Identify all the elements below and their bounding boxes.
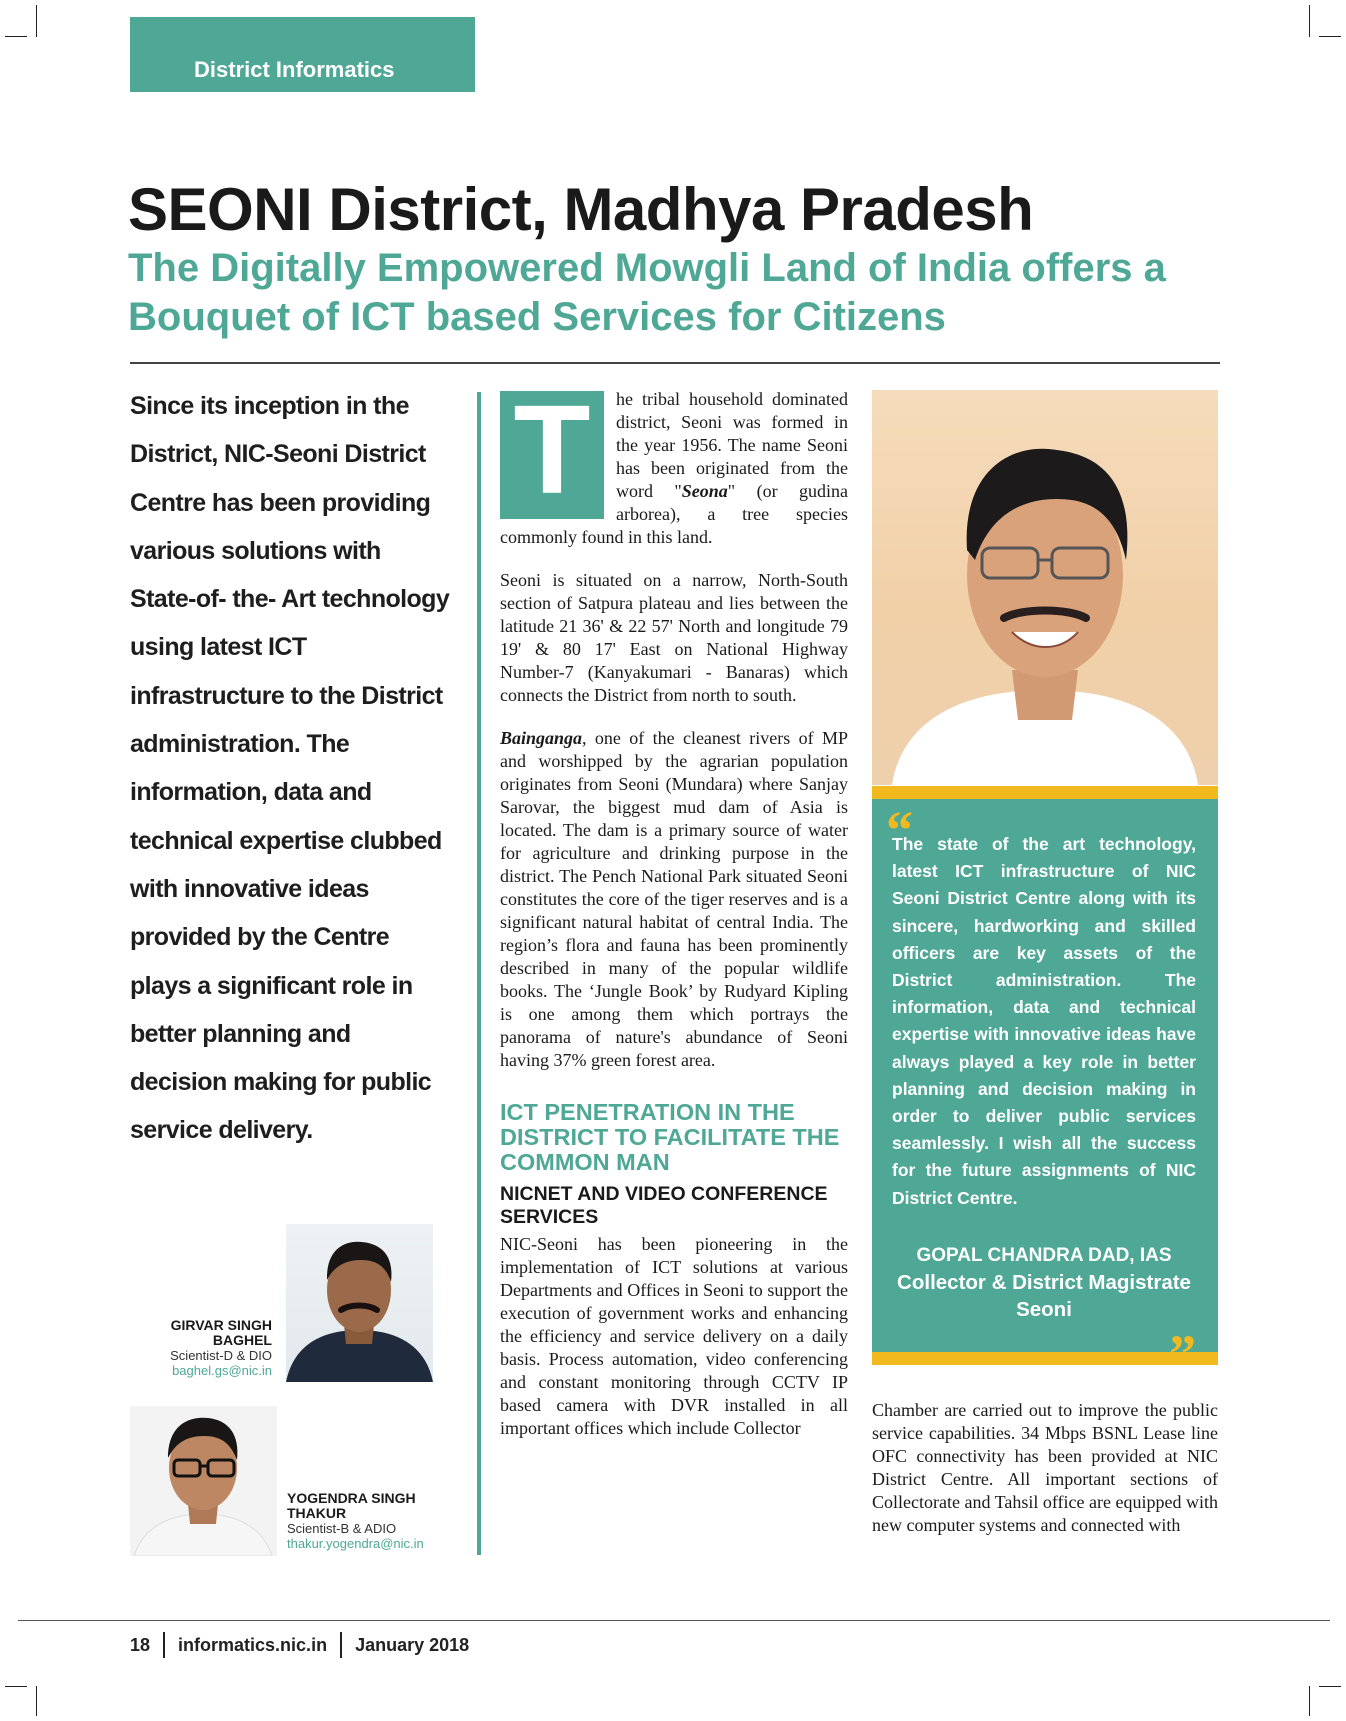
quote-top-bar	[872, 786, 1218, 799]
footer-divider	[18, 1620, 1330, 1621]
article-text: " (or gudina arborea), a tree species commonly found in this land.	[500, 481, 848, 547]
crop-mark	[36, 1686, 37, 1716]
author-name: GIRVAR SINGH BAGHEL	[170, 1317, 272, 1348]
article-emphasis: Bainganga	[500, 728, 583, 748]
footer-issue-date: January 2018	[355, 1634, 470, 1655]
article-paragraph-1	[500, 379, 848, 549]
crop-mark	[5, 36, 27, 37]
quote-author-name: GOPAL CHANDRA DAD, IAS	[916, 1244, 1172, 1266]
lead-paragraph: Since its inception in the District, NIC-Seoni District Centre has been providing various solutions with State-of- the- Art technology using latest ICT infrastructure to the District administration. The information, data and technical expertise clubbed with innovative ideas provided by the Centre plays a significant role in better planning and decision making for public service delivery.	[130, 392, 450, 1145]
article-paragraph-4: NIC-Seoni has been pioneering in the implementation of ICT solutions at various Departments and Offices in Seoni to support the execution of government works and enhancing the efficiency and service delivery on a daily basis. Process automation, video conferencing and constant monitoring through CCTV IP based camera with DVR installed in all important offices which include Collector	[500, 1234, 848, 1438]
footer-site-link[interactable]: informatics.nic.in	[178, 1634, 328, 1655]
quote-author	[892, 1242, 1196, 1323]
author-email[interactable]: thakur.yogendra@nic.in	[287, 1536, 424, 1551]
author-info-thakur	[287, 1491, 437, 1551]
author-photo-illustration	[286, 1224, 433, 1382]
article-text: , one of the cleanest rivers of MP and worshipped by the agrarian population originates from Seoni (Mundara) where Sanjay Sarovar, the biggest mud dam of Asia is located. The dam is a primary source of water for agriculture and drinking purpose in the district. The Pench National Park situated Seoni constitutes the core of the tiger reserves and is a significant natural habitat of central India. The region’s flora and fauna has been prominently described in many of the popular wildlife books. The ‘Jungle Book’ by Rudyard Kipling is one among them which portrays the panorama of nature's abundance of Seoni having 37% green forest area.	[500, 728, 848, 1070]
crop-mark	[5, 1686, 27, 1687]
article-text: he tribal household dominated district, Seoni was formed in the year 1956. The name Seoni has been originated from the word "	[616, 389, 848, 501]
crop-mark	[1309, 1686, 1310, 1716]
author-info-baghel	[130, 1318, 272, 1378]
column-accent-bar	[477, 392, 481, 1555]
crop-mark	[1319, 36, 1341, 37]
author-name: YOGENDRA SINGH THAKUR	[287, 1490, 416, 1521]
article-column	[500, 379, 848, 1440]
footer-separator	[340, 1632, 342, 1658]
title-divider	[130, 362, 1220, 364]
page-title: SEONI District, Madhya Pradesh	[128, 176, 1034, 243]
quote-text: The state of the art technology, latest ICT infrastructure of NIC Seoni District Centre along with its sincere, hardworking and skilled officers are key assets of the District administration. The information, data and technical expertise with innovative ideas have always played a key role in better planning and decision making in order to deliver public services seamlessly. I wish all the success for the future assignments of NIC District Centre.	[892, 834, 1196, 1208]
quote-author-place: Seoni	[1016, 1297, 1072, 1321]
author-photo-thakur	[130, 1406, 277, 1556]
section-heading: ICT PENETRATION IN THE DISTRICT TO FACILITATE THE COMMON MAN	[500, 1099, 840, 1175]
author-role: Scientist-D & DIO	[170, 1348, 272, 1363]
quote-box	[872, 799, 1218, 1352]
collector-portrait	[872, 390, 1218, 785]
page-subtitle: The Digitally Empowered Mowgli Land of India offers a Bouquet of ICT based Services for Citizens	[128, 246, 1166, 339]
article-emphasis: Seona	[681, 481, 728, 501]
collector-portrait-illustration	[872, 390, 1218, 785]
article-paragraph-5: Chamber are carried out to improve the public service capabilities. 34 Mbps BSNL Lease line OFC connectivity has been provided at NIC District Centre. All important sections of Collectorate and Tahsil office are equipped with new computer systems and connected with	[872, 1400, 1218, 1535]
open-quote-icon: “	[886, 800, 913, 860]
section-banner	[130, 17, 475, 92]
article-paragraph-3	[500, 727, 848, 1072]
quote-author-role: Collector & District Magistrate	[897, 1270, 1191, 1294]
page-number: 18	[130, 1634, 151, 1655]
section-banner-label: District Informatics	[194, 57, 395, 82]
footer-separator	[163, 1632, 165, 1658]
author-photo-baghel	[286, 1224, 433, 1382]
subsection-heading: NICNET AND VIDEO CONFERENCE SERVICES	[500, 1183, 828, 1228]
article-paragraph-2: Seoni is situated on a narrow, North-South section of Satpura plateau and lies between the latitude 21 36' & 22 57' North and longitude 79 19' & 80 17' East on National Highway Number-7 (Kanyakumari - Banaras) which connects the District from north to south.	[500, 570, 848, 705]
author-role: Scientist-B & ADIO	[287, 1521, 397, 1536]
page-footer	[130, 1631, 469, 1659]
crop-mark	[36, 5, 37, 37]
crop-mark	[1309, 5, 1310, 37]
quote-bottom-bar	[872, 1352, 1218, 1365]
author-photo-illustration	[130, 1406, 277, 1556]
drop-cap: T	[500, 391, 604, 519]
author-email[interactable]: baghel.gs@nic.in	[172, 1363, 272, 1378]
crop-mark	[1319, 1686, 1341, 1687]
